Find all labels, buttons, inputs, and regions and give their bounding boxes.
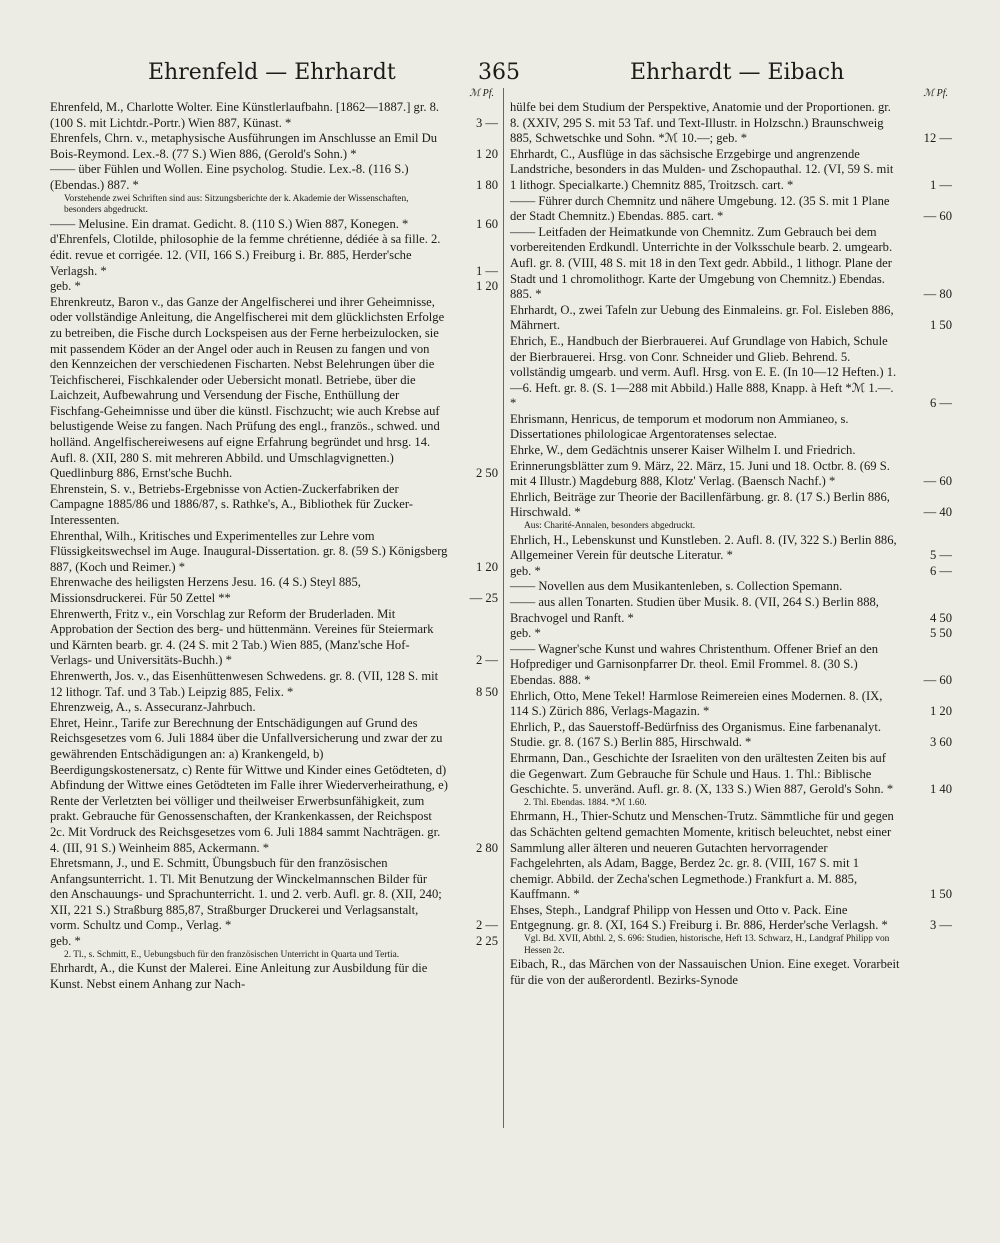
catalog-note: 2. Thl. Ebendas. 1884. *ℳ 1.60. bbox=[524, 797, 647, 808]
entry-price: 5 50 bbox=[929, 626, 952, 641]
entry-price: 3 60 bbox=[929, 735, 952, 750]
catalog-entry bbox=[510, 689, 952, 720]
entry-price: 1 20 bbox=[475, 146, 498, 161]
entry-text: Ehrlich, Otto, Mene Tekel! Harmlose Reimereien eines Modernen. 8. (IX, 114 S.) Zürich 886, Verlags-Magazin. * bbox=[510, 688, 883, 719]
catalog-entry bbox=[50, 934, 498, 950]
entry-price: — 25 bbox=[469, 591, 498, 605]
entry-price: 1 50 bbox=[929, 318, 952, 333]
entry-text: —— Novellen aus dem Musikantenleben, s. Collection Spemann. bbox=[510, 579, 843, 594]
entry-text: Ehrenfeld, M., Charlotte Wolter. Eine Künstlerlaufbahn. [1862—1887.] gr. 8. (100 S. mit Lichtdr.-Portr.) Wien 887, Künast. * bbox=[50, 100, 440, 130]
entry-text: Ehrhardt, A., die Kunst der Malerei. Eine Anleitung zur Ausbildung für die Kunst. Nebst einem Anhang zur Nach- bbox=[50, 961, 428, 991]
catalog-entry bbox=[50, 716, 498, 856]
entry-text: —— Führer durch Chemnitz und nähere Umgebung. 12. (35 S. mit 1 Plane der Stadt Chemnitz.) Ebendas. 885. cart. * bbox=[510, 193, 890, 224]
entry-price: 1 — bbox=[929, 177, 952, 192]
catalog-entry bbox=[510, 225, 952, 303]
entry-text: Ehrenwerth, Fritz v., ein Vorschlag zur Reform der Bruderladen. Mit Approbation der Section des berg- und hüttenmänn. Vereines für Steiermark und Kärnten bearb. gr. 4. (24 S. mit 2 Tab.) Wien 885, (Manz'sche Hof-Verlags- und Universitäts-Buchh.) * bbox=[50, 606, 434, 668]
catalog-entry bbox=[510, 100, 952, 147]
catalog-entry bbox=[510, 751, 952, 798]
entry-text: Ehrenkreutz, Baron v., das Ganze der Angelfischerei und ihrer Geheimnisse, oder vollständige Anleitung, die Angelfischerei mit dem glücklichsten Erfolge zu betreiben, die Fische durch Lockspeisen aus der Ferne herbeizulocken, sie mit passendem Köder an der Angel oder auch in Reusen zu fangen und von den Kennzeichen der verschiedenen Fischarten. Nebst Belehrungen über die Teichfischerei, Fischkalender oder Uebersicht monatl. Betriebe, über die Laichzeit, Aufbewahrung und Versendung der Fische, Enthüllung der Fischfang-Geheimnisse und über die künstl. Fischzucht; wie auch Krebse auf belustigende Weise zu fangen. Nach Prüfung des engl., französ., schwed. und holländ. Angelfischereiwesens auf eigne Erfahrung begründet und hrsg. 14. Aufl. 8. (XII, 280 S. mit mehreren Abbild. und Umschlagvignetten.) Quedlinburg 886, Ernst'sche Buchh. bbox=[50, 294, 445, 481]
catalog-entry bbox=[50, 856, 498, 934]
catalog-note: Vorstehende zwei Schriften sind aus: Sitzungsberichte der k. Akademie der Wissenschaften, besonders abgedruckt. bbox=[64, 193, 409, 216]
catalog-entry bbox=[510, 533, 952, 564]
entry-text: Ehrenwerth, Jos. v., das Eisenhüttenwesen Schwedens. gr. 8. (VII, 128 S. mit 12 lithogr. Taf. und 3 Tab.) Leipzig 885, Felix. * bbox=[50, 668, 439, 699]
catalog-entry bbox=[50, 217, 498, 233]
catalog-entry bbox=[50, 669, 498, 700]
currency-header-right: ℳ Pf. bbox=[923, 88, 948, 99]
entry-text: —— aus allen Tonarten. Studien über Musik. 8. (VII, 264 S.) Berlin 888, Brachvogel und Ranft. * bbox=[510, 595, 879, 625]
catalog-entry bbox=[50, 482, 498, 529]
entry-text: Ehrenthal, Wilh., Kritisches und Experimentelles zur Lehre vom Flüssigkeitswechsel im Auge. Inaugural-Dissertation. gr. 8. (59 S.) Königsberg 887, (Koch und Reimer.) * bbox=[50, 528, 448, 574]
currency-header-left: ℳ Pf. bbox=[469, 88, 494, 99]
entry-text: hülfe bei dem Studium der Perspektive, Anatomie und der Proportionen. gr. 8. (XXIV, 295 S. mit 53 Taf. und Text-Illustr. in Holzschn.) Braunschweig 885, Schwetschke und Sohn. *ℳ 10.—; geb. * bbox=[510, 100, 891, 146]
catalog-entry bbox=[510, 626, 952, 642]
catalog-note: 2. Tl., s. Schmitt, E., Uebungsbuch für den französischen Unterricht in Quarta und Tertia. bbox=[64, 949, 400, 960]
entry-price: 1 — bbox=[475, 263, 498, 278]
entry-text: Ehrlich, H., Lebenskunst und Kunstleben. 2. Aufl. 8. (IV, 322 S.) Berlin 886, Allgemeiner Verein für deutsche Literatur. * bbox=[510, 532, 897, 563]
catalog-entry bbox=[50, 961, 498, 992]
catalog-entry bbox=[510, 720, 952, 751]
catalog-entry bbox=[510, 809, 952, 903]
catalog-entry bbox=[50, 607, 498, 669]
entry-price: — 60 bbox=[923, 672, 952, 687]
entry-price: 2 — bbox=[475, 918, 498, 933]
entry-price: — 60 bbox=[923, 209, 952, 224]
entry-text: d'Ehrenfels, Clotilde, philosophie de la femme chrétienne, dédiée à sa fille. 2. édit. revue et corrigée. 12. (VII, 166 S.) Freiburg i. Br. 885, Herder'sche Verlagsh. * bbox=[50, 232, 441, 278]
entry-text: —— über Fühlen und Wollen. Eine psycholog. Studie. Lex.-8. (116 S.) (Ebendas.) 887. * bbox=[50, 162, 409, 192]
catalog-entry bbox=[50, 162, 498, 193]
catalog-entry bbox=[510, 490, 952, 521]
catalog-entry bbox=[50, 100, 498, 131]
entry-text: —— Melusine. Ein dramat. Gedicht. 8. (110 S.) Wien 887, Konegen. * bbox=[50, 216, 409, 231]
catalog-entry bbox=[510, 595, 952, 626]
catalog-entry bbox=[50, 295, 498, 482]
entry-price: 1 60 bbox=[475, 216, 498, 231]
page-number: 365 bbox=[478, 60, 520, 85]
entry-price: 1 20 bbox=[475, 279, 498, 294]
entry-price: — 60 bbox=[923, 474, 952, 489]
entry-price: 1 20 bbox=[475, 559, 498, 574]
column-divider bbox=[503, 88, 504, 1128]
entry-price: 4 50 bbox=[929, 610, 952, 625]
entry-price: 6 — bbox=[929, 396, 952, 411]
entry-price: 2 — bbox=[475, 653, 498, 668]
entry-text: Ehrich, E., Handbuch der Bierbrauerei. Auf Grundlage von Habich, Schule der Bierbrauerei. Hrsg. von Conr. Schneider und Glieb. Behrend. 5. vollständig umgearb. und verm. Aufl. Hrsg. von E. E. (In 10—12 Heften.) 1.—6. Heft. gr. 8. (S. 1—288 mit Abbild.) Halle 888, Knapp. à Heft *ℳ 1.—. * bbox=[510, 333, 897, 411]
entry-text: Eibach, R., das Märchen von der Nassauischen Union. Eine exeget. Vorarbeit für die von der außerordentl. Bezirks-Synode bbox=[510, 957, 900, 987]
left-column bbox=[50, 88, 498, 992]
entry-text: Ehrenzweig, A., s. Assecuranz-Jahrbuch. bbox=[50, 700, 256, 715]
entry-price: 8 50 bbox=[475, 684, 498, 699]
catalog-entry bbox=[510, 303, 952, 334]
entry-price: 2 50 bbox=[475, 466, 498, 481]
entry-text: Ehrenwache des heiligsten Herzens Jesu. 16. (4 S.) Steyl 885, Missionsdruckerei. Für 50 Zettel ** bbox=[50, 575, 361, 605]
entry-text: geb. * bbox=[50, 934, 81, 949]
entry-price: 3 — bbox=[929, 918, 952, 933]
entry-price: 1 40 bbox=[929, 782, 952, 797]
catalog-entry bbox=[510, 194, 952, 225]
entry-price: 1 80 bbox=[475, 177, 498, 192]
catalog-entry bbox=[510, 642, 952, 689]
entry-text: Ehrlich, Beiträge zur Theorie der Bacillenfärbung. gr. 8. (17 S.) Berlin 886, Hirschwald. * bbox=[510, 489, 890, 520]
catalog-entry bbox=[50, 131, 498, 162]
entry-text: —— Leitfaden der Heimatkunde von Chemnitz. Zum Gebrauch bei dem vorbereitenden Erdkundl. Unterrichte in der Volksschule bearb. 2. umgearb. Aufl. gr. 8. (VIII, 48 S. mit 18 in den Text gedr. Abbild., 1 lithogr. Plane der Stadt und 1 chromolithogr. Karte der Umgebung von Chemnitz.) Ebendas. 885. * bbox=[510, 224, 893, 302]
catalog-entry bbox=[510, 443, 952, 490]
entry-price: 2 25 bbox=[475, 934, 498, 949]
catalog-entry bbox=[510, 147, 952, 194]
catalog-entry bbox=[50, 279, 498, 295]
catalog-entry bbox=[510, 957, 952, 988]
header-right-title: Ehrhardt — Eibach bbox=[630, 60, 845, 85]
entry-text: Ehrlich, P., das Sauerstoff-Bedürfniss des Organismus. Eine farbenanalyt. Studie. gr. 8. (167 S.) Berlin 885, Hirschwald. * bbox=[510, 719, 881, 750]
entry-price: 5 — bbox=[929, 548, 952, 563]
entry-price: — 40 bbox=[923, 505, 952, 520]
entry-text: Ehrenfels, Chrn. v., metaphysische Ausführungen im Anschlusse an Emil Du Bois-Reymond. Lex.-8. (77 S.) Wien 886, (Gerold's Sohn.) * bbox=[50, 131, 438, 161]
catalog-entry bbox=[510, 412, 952, 443]
entry-text: Ehrmann, Dan., Geschichte der Israeliten von den urältesten Zeiten bis auf die Gegenwart. Zum Gebrauche für Schule und Haus. 1. Thl.: Biblische Geschichte. 5. unveränd. Aufl. gr. 8. (X, 133 S.) Wien 887, Gerold's Sohn. * bbox=[510, 750, 894, 797]
entry-text: geb. * bbox=[510, 563, 541, 578]
catalog-entry bbox=[510, 579, 952, 595]
entry-text: —— Wagner'sche Kunst und wahres Christenthum. Offener Brief an den Hofprediger und Garnisonpfarrer Dr. theol. Emil Frommel. 8. (30 S.) Ebendas. 888. * bbox=[510, 641, 879, 687]
entry-text: geb. * bbox=[50, 279, 81, 294]
catalog-entry bbox=[50, 700, 498, 716]
header-left-title: Ehrenfeld — Ehrhardt bbox=[148, 60, 396, 85]
entry-price: 1 50 bbox=[929, 887, 952, 902]
entry-text: Ehretsmann, J., und E. Schmitt, Übungsbuch für den französischen Anfangsunterricht. 1. Tl. Mit Benutzung der Winckelmannschen Bilder für den Anschauungs- und Sprachunterricht. 1. und 2. verb. Aufl. gr. 8. (XII, 240; XII, 221 S.) Straßburg 885,87, Straßburger Druckerei und Verlagsanstalt, vorm. Schultz und Comp., Verlag. * bbox=[50, 856, 442, 933]
entry-text: Ehses, Steph., Landgraf Philipp von Hessen und Otto v. Pack. Eine Entgegnung. gr. 8. (XI, 164 S.) Freiburg i. Br. 886, Herder'sche Verlagsh. * bbox=[510, 902, 888, 933]
entry-text: Ehrke, W., dem Gedächtnis unserer Kaiser Wilhelm I. und Friedrich. Erinnerungsblätter zum 9. März, 22. März, 15. Juni und 18. Octbr. 8. (69 S. mit 4 Illustr.) Magdeburg 888, Klotz' Verlag. (Baensch Nachf.) * bbox=[510, 443, 890, 489]
entry-text: Ehrmann, H., Thier-Schutz und Menschen-Trutz. Sämmtliche für und gegen das Schächten geltend gemachten Momente, kritisch beleuchtet, nebst einer Sammlung aller älteren und neueren Gutachten hervorragender Fachgelehrten, als Adam, Bagge, Berdez 2c. gr. 8. (VIII, 167 S. mit 1 chemigr. Abbild. der Zecha'schen Legmethode.) Frankfurt a. M. 885, Kauffmann. * bbox=[510, 809, 894, 902]
catalog-note: Aus: Charité-Annalen, besonders abgedruckt. bbox=[524, 521, 696, 532]
entry-price: 3 — bbox=[475, 115, 498, 130]
entry-text: Ehrhardt, C., Ausflüge in das sächsische Erzgebirge und angrenzende Landstriche, besonders in das Mulden- und Zschopauthal. 12. (VI, 59 S. mit 1 lithogr. Specialkarte.) Chemnitz 885, Troitzsch. cart. * bbox=[510, 146, 894, 192]
catalog-entry bbox=[50, 232, 498, 279]
entry-price: 12 — bbox=[923, 131, 952, 146]
catalog-entry bbox=[510, 564, 952, 580]
catalog-entry bbox=[50, 529, 498, 576]
entry-price: — 80 bbox=[923, 287, 952, 302]
catalog-entry bbox=[510, 903, 952, 934]
catalog-note: Vgl. Bd. XVII, Abthl. 2, S. 696: Studien, historische, Heft 13. Schwarz, H., Landgraf Philipp von Hessen 2c. bbox=[524, 934, 890, 956]
entry-text: Ehret, Heinr., Tarife zur Berechnung der Entschädigungen auf Grund des Reichsgesetzes vom 6. Juli 1884 über die Unfallversicherung und zwar der zu gewährenden Entschädigungen an: a) Krankengeld, b) Beerdigungskostenersatz, c) Rente für Wittwe und Kinder eines Getödteten, d) Abfindung der Wittwe eines Getödteten im Falle ihrer Wiederverheirathung, e) Rente der Verletzten bei völliger und theilweiser Erwerbsunfähigkeit, zum prakt. Gebrauche für Genossenschaften, der Krankenkassen, der Reichspost 2c. Mit Vordruck des Reichsgesetzes vom 6. Juli 1884 sammt Nachträgen. gr. 4. (III, 91 S.) Weinheim 885, Ackermann. * bbox=[50, 715, 448, 855]
entry-text: geb. * bbox=[510, 626, 541, 641]
entry-text: Ehrhardt, O., zwei Tafeln zur Uebung des Einmaleins. gr. Fol. Eisleben 886, Mährnert. bbox=[510, 302, 894, 333]
entry-text: Ehrismann, Henricus, de temporum et modorum non Ammianeo, s. Dissertationes philologicae Argentoratenses selectae. bbox=[510, 411, 849, 442]
entry-price: 1 20 bbox=[929, 704, 952, 719]
entry-text: Ehrenstein, S. v., Betriebs-Ergebnisse von Actien-Zuckerfabriken der Campagne 1885/86 und 1886/87, s. Rathke's, A., Bibliothek für Zucker-Interessenten. bbox=[50, 481, 413, 528]
catalog-entry bbox=[50, 575, 498, 606]
entry-price: 6 — bbox=[929, 563, 952, 578]
catalog-entry bbox=[510, 334, 952, 412]
right-column bbox=[510, 88, 952, 988]
entry-price: 2 80 bbox=[475, 840, 498, 855]
